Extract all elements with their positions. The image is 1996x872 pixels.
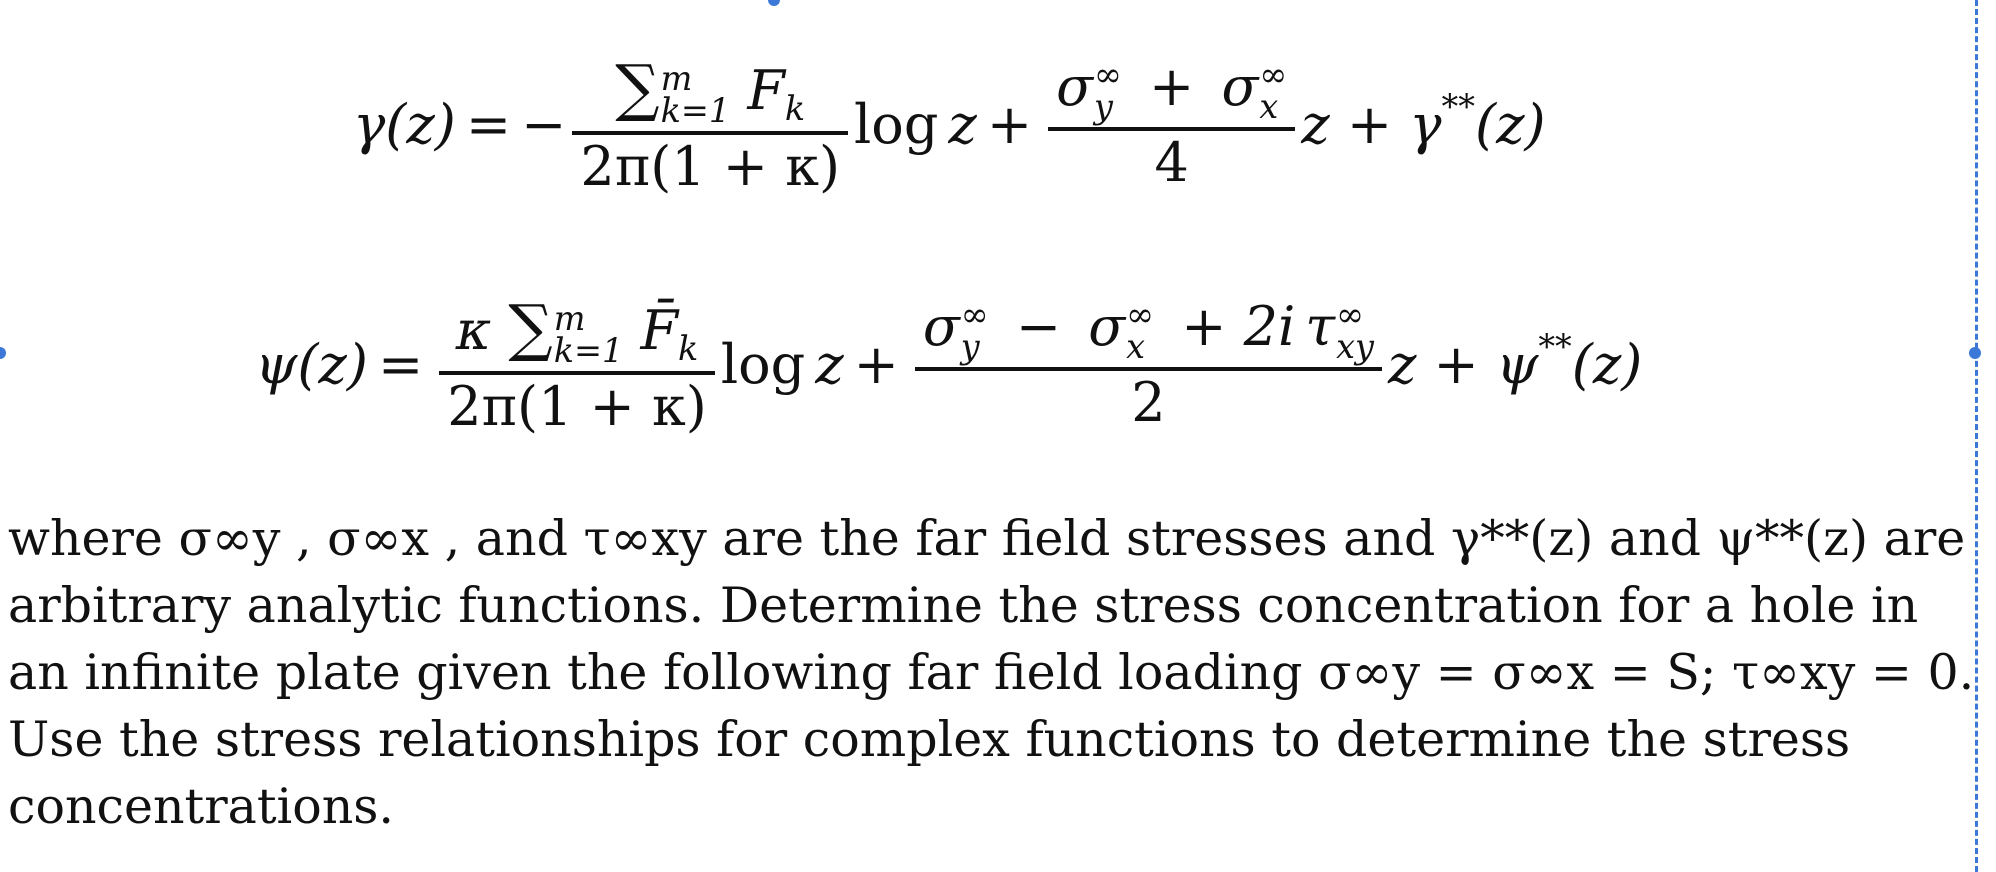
eq2-tail-end: (z): [1571, 333, 1643, 396]
y-sub: y: [1093, 86, 1113, 126]
infinity-sup: ∞: [1336, 294, 1365, 334]
eq2-frac2-denominator: 2: [1131, 370, 1166, 434]
infinity-sup: ∞: [1126, 294, 1155, 334]
eq1-z: z: [948, 93, 977, 156]
paragraph-line-2: arbitrary analytic functions. Determine the stress concentration for a hole in: [8, 577, 1919, 634]
equation-psi: [255, 285, 1642, 445]
minus: −: [1015, 294, 1062, 358]
resize-handle-right[interactable]: [1969, 347, 1981, 359]
eq2-log: log: [720, 333, 806, 396]
paragraph-line-3: an infinite plate given the following far field loading σ∞y = σ∞x = S; τ∞xy = 0.: [8, 644, 1975, 701]
eq1-frac2-numerator: [1048, 54, 1295, 126]
eq2-lhs: ψ(z): [255, 333, 368, 396]
sigma-x: σ: [1221, 54, 1259, 118]
eq1-frac1-denominator: 2π(1 + κ): [580, 134, 841, 198]
paragraph-line-1: where σ∞y , σ∞x , and τ∞xy are the far field stresses and γ**(z) and ψ**(z) are: [8, 510, 1966, 567]
plus: +: [1149, 54, 1195, 118]
eq2-frac1-numerator: [448, 290, 706, 370]
xy-sub: xy: [1336, 326, 1374, 366]
eq2-frac2-numerator: [915, 294, 1382, 366]
eq2-fraction-2: [915, 294, 1382, 434]
eq2-plus: +: [853, 333, 899, 396]
y-sub: y: [960, 326, 980, 366]
tau: τ: [1305, 294, 1336, 358]
eq1-tail-end: (z): [1475, 93, 1546, 156]
eq1-lhs: γ(z): [353, 93, 456, 156]
sum-lower: k=1: [553, 330, 624, 370]
sigma-y: σ: [1056, 54, 1093, 118]
eq2-z: z: [815, 333, 844, 396]
sum-upper: m: [660, 58, 693, 98]
problem-paragraph: [8, 505, 1978, 840]
force-symbol: F: [747, 58, 785, 122]
sum-symbol: ∑: [615, 50, 660, 124]
force-subscript: k: [784, 89, 806, 129]
fraction-bar: [572, 131, 848, 135]
eq1-equals: =: [465, 93, 512, 156]
eq2-equals: =: [377, 333, 424, 396]
plus-2i: + 2i: [1181, 294, 1296, 358]
paragraph-line-5: concentrations.: [8, 778, 394, 835]
equation-gamma: [353, 45, 1546, 205]
force-bar-symbol: F̄: [640, 298, 678, 362]
paragraph-line-4: Use the stress relationships for complex functions to determine the stress: [8, 711, 1851, 768]
infinity-sup: ∞: [1093, 54, 1122, 94]
eq1-minus: −: [521, 93, 567, 156]
eq1-fraction-1: [572, 50, 848, 198]
x-sub: x: [1126, 326, 1146, 366]
eq1-frac1-numerator: [607, 50, 813, 130]
sigma-y: σ: [922, 294, 960, 358]
eq2-tail-sup: **: [1538, 326, 1572, 366]
fraction-bar: [915, 367, 1382, 371]
infinity-sup: ∞: [960, 294, 989, 334]
infinity-sup: ∞: [1259, 54, 1288, 94]
eq1-tail: z + γ: [1301, 93, 1442, 156]
fraction-bar: [1048, 127, 1295, 131]
eq1-plus: +: [986, 93, 1033, 156]
eq2-tail: z + ψ: [1387, 333, 1539, 396]
sigma-x: σ: [1088, 294, 1126, 358]
eq1-fraction-2: [1048, 54, 1295, 194]
eq1-log: log: [854, 93, 939, 156]
sum-upper: m: [553, 298, 586, 338]
force-subscript: k: [677, 329, 699, 369]
resize-handle-top[interactable]: [768, 0, 780, 6]
eq2-fraction-1: [439, 290, 715, 438]
eq2-frac1-denominator: 2π(1 + κ): [447, 374, 707, 438]
sum-lower: k=1: [660, 90, 731, 130]
fraction-bar: [439, 371, 715, 375]
kappa: κ: [455, 298, 492, 362]
sum-symbol: ∑: [508, 290, 553, 364]
eq1-tail-sup: **: [1441, 86, 1475, 126]
x-sub: x: [1259, 86, 1279, 126]
eq1-frac2-denominator: 4: [1154, 130, 1189, 194]
resize-handle-left[interactable]: [0, 347, 6, 359]
